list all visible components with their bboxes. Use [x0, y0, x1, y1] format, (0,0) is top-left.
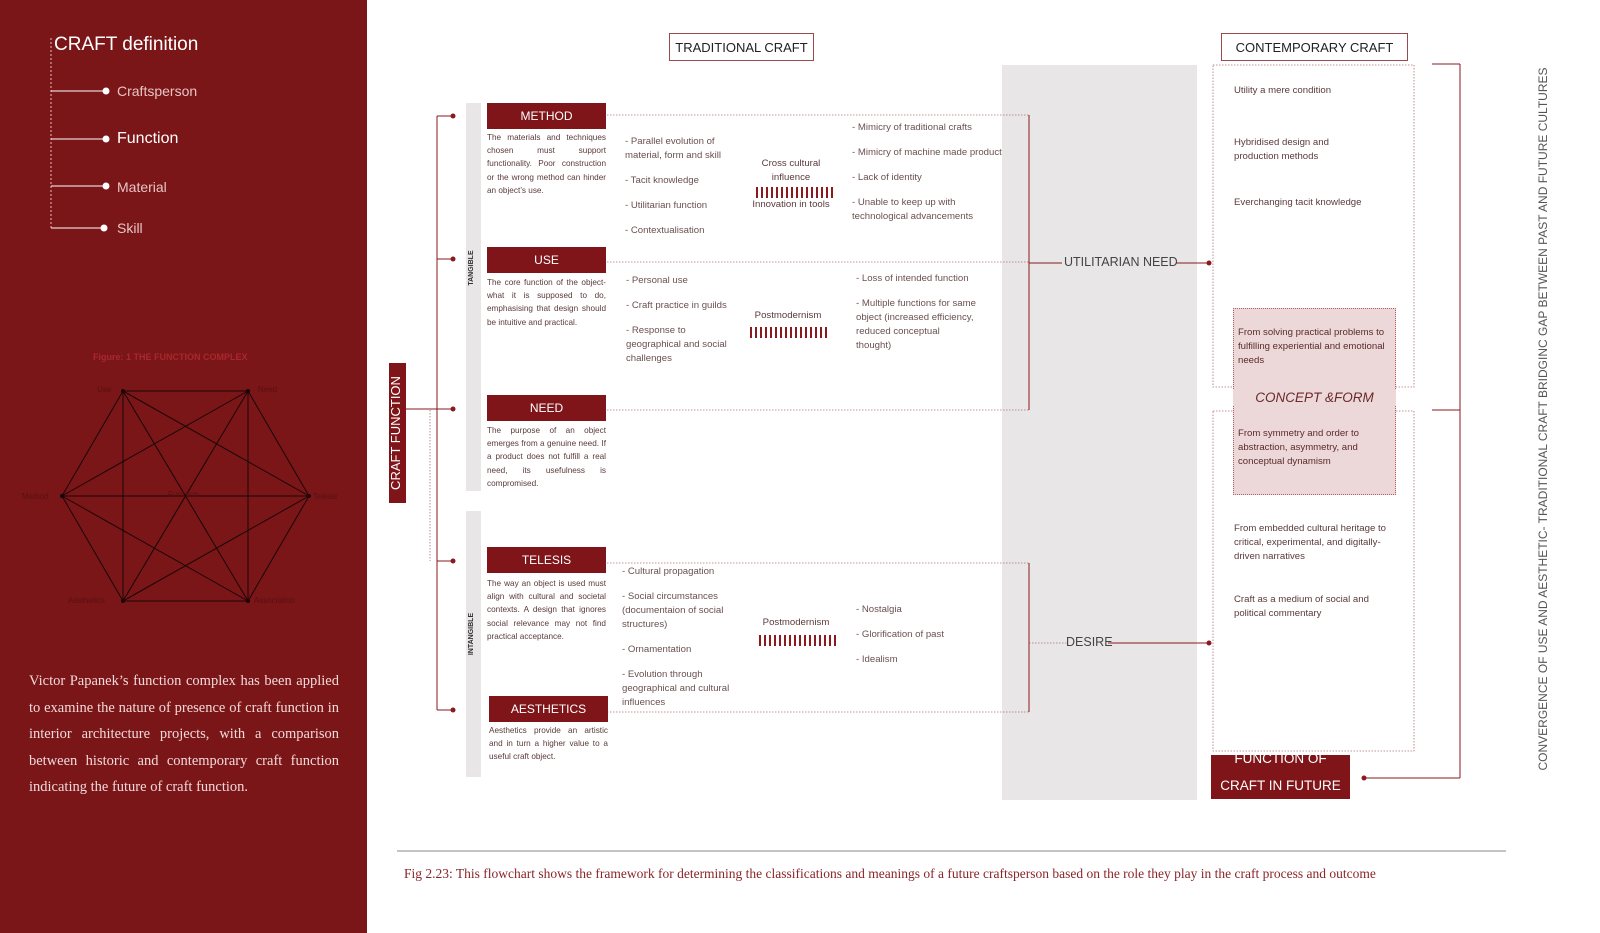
method-outcome-item: - Lack of identity: [852, 172, 922, 183]
method-list-item: - Utilitarian function: [625, 200, 708, 211]
header-contemporary-craft: CONTEMPORARY CRAFT: [1221, 33, 1408, 61]
future-function-box: [1211, 751, 1350, 799]
use-list-item: - Craft practice in guilds: [626, 300, 727, 311]
telesis-outcome-item: - Glorification of past: [856, 629, 944, 640]
telesis-list-item: - Social circumstances (documentaion of social structures): [622, 591, 724, 630]
use-list: [626, 274, 731, 377]
telesis-list-item: - Ornamentation: [622, 644, 692, 655]
use-list-item: - Personal use: [626, 275, 688, 286]
telesis-hatch: [759, 635, 836, 646]
hex-label-association: Association: [254, 596, 295, 605]
hex-label-need: Need: [258, 385, 278, 394]
pink-text-2: From symmetry and order to abstraction, asymmetry, and conceptual dynamism: [1238, 428, 1360, 467]
use-outcomes: [856, 272, 976, 364]
method-list-item: - Tacit knowledge: [625, 175, 699, 186]
use-hatch: [750, 327, 827, 338]
nav-item-skill[interactable]: Skill: [117, 220, 143, 236]
convergence-vertical-text: CONVERGENCE OF USE AND AESTHETIC- TRADITIONAL CRAFT BRIDGINC GAP BETWEEN PAST AND FUTURE CULTURES: [1536, 67, 1550, 771]
nav-item-function[interactable]: Function: [117, 130, 179, 147]
future-box-line1: FUNCTION OF: [1234, 751, 1327, 766]
contemporary-item: Everchanging tacit knowledge: [1234, 197, 1362, 208]
category-telesis: TELESIS: [487, 547, 606, 573]
category-need-desc: The purpose of an object emerges from a genuine need. If a product does not fulfill a real need, its usefulness is compromised.: [487, 426, 606, 488]
contemporary-item: Hybridised design and production methods: [1234, 137, 1329, 162]
use-outcome-item: - Multiple functions for same object (increased efficiency, reduced conceptual thought): [856, 298, 976, 351]
desire-label: DESIRE: [1066, 635, 1113, 649]
use-list-item: - Response to geographical and social challenges: [626, 325, 727, 364]
hex-label-telesis: Telesis: [313, 492, 338, 501]
telesis-list-item: - Cultural propagation: [622, 566, 715, 577]
category-aesthetics: AESTHETICS: [489, 696, 608, 722]
utilitarian-need-label: UTILITARIAN NEED: [1064, 255, 1178, 269]
method-outcome-item: - Mimicry of traditional crafts: [852, 122, 972, 133]
telesis-list-item: - Evolution through geographical and cultural influences: [622, 669, 730, 708]
method-influence-1: Cross cultural influence: [761, 158, 821, 183]
hex-label-use: Use: [97, 385, 112, 394]
hex-label-aesthetics: Aesthetics: [68, 596, 105, 605]
method-list-item: - Contextualisation: [625, 225, 705, 236]
contemporary-item: From embedded cultural heritage to critical, experimental, and digitally-driven narratives: [1234, 523, 1386, 562]
telesis-list: [622, 565, 747, 721]
tangible-label: TANGIBLE: [468, 250, 475, 286]
method-outcome-item: - Unable to keep up with technological advancements: [852, 197, 974, 222]
category-use-desc: The core function of the object- what it is supposed to do, emphasising that design should be intuitive and practical.: [487, 278, 606, 327]
sidebar-paragraph: Victor Papanek’s function complex has been applied to examine the nature of presence of craft function in interior architecture projects, with a comparison between historic and contemporary craft function indicating the future of craft function.: [29, 673, 339, 795]
header-traditional-craft: TRADITIONAL CRAFT: [669, 33, 814, 61]
contemporary-item: Craft as a medium of social and political commentary: [1234, 594, 1369, 619]
pink-text-1: From solving practical problems to fulfilling experiential and emotional needs: [1238, 327, 1385, 366]
use-influence: Postmodernism: [754, 310, 822, 321]
future-box-line2: CRAFT IN FUTURE: [1220, 778, 1341, 793]
category-need: NEED: [487, 395, 606, 421]
method-list-item: - Parallel evolution of material, form and skill: [625, 136, 721, 161]
sidebar-title: CRAFT definition: [54, 34, 199, 55]
telesis-outcomes: [856, 603, 976, 678]
telesis-outcome-item: - Nostalgia: [856, 604, 902, 615]
method-outcomes: [852, 121, 1002, 235]
category-method: METHOD: [487, 103, 606, 129]
nav-item-material[interactable]: Material: [117, 179, 167, 195]
nav-item-craftsperson[interactable]: Craftsperson: [117, 83, 198, 99]
telesis-outcome-item: - Idealism: [856, 654, 898, 665]
figure-title: Figure: 1 THE FUNCTION COMPLEX: [93, 352, 248, 362]
method-influence-2: Innovation in tools: [752, 199, 830, 210]
use-outcome-item: - Loss of intended function: [856, 273, 969, 284]
contemporary-item: Utility a mere condition: [1234, 85, 1332, 96]
category-telesis-desc: The way an object is used must align with cultural and societal contexts. A design that ignores social relevance may not find practical acceptance.: [487, 579, 606, 641]
category-aesthetics-desc: Aesthetics provide an artistic and in turn a higher value to a useful craft object.: [489, 726, 608, 762]
figure-caption: Fig 2.23: This flowchart shows the framework for determining the classifications and meanings of a future craftsperson based on the role they play in the craft process and outcome: [404, 866, 1376, 881]
hex-label-method: Method: [22, 492, 49, 501]
concept-form-title: CONCEPT &FORM: [1233, 390, 1396, 405]
category-method-desc: The materials and techniques chosen must support functionality. Poor construction or the wrong method can hinder an object’s use.: [487, 133, 606, 195]
craft-function-label: CRAFT FUNCTION: [388, 376, 403, 490]
hex-label-function: Function: [168, 490, 199, 499]
method-outcome-item: - Mimicry of machine made product: [852, 147, 1002, 158]
category-use: USE: [487, 247, 606, 273]
method-list: [625, 135, 735, 249]
method-hatch: [756, 187, 836, 198]
telesis-influence: Postmodernism: [762, 617, 830, 628]
intangible-label: INTANGIBLE: [468, 612, 475, 656]
